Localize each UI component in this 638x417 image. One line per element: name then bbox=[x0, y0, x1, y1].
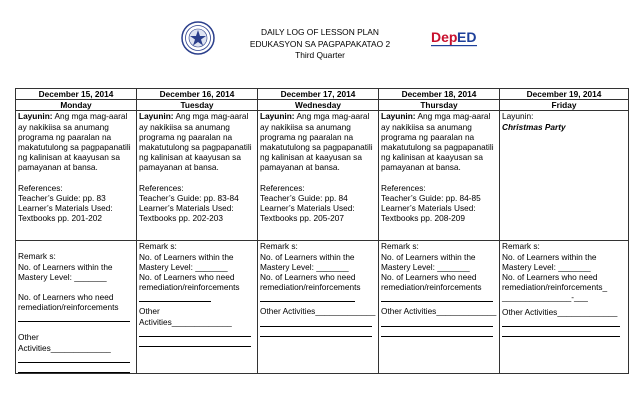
learners-materials: Learner’s Materials Used: bbox=[139, 203, 234, 214]
svg-text:Dep: Dep bbox=[431, 29, 458, 45]
date-cell: December 17, 2014 bbox=[258, 89, 379, 100]
mastery-line-2: Mastery Level: _______ bbox=[381, 261, 470, 272]
textbooks: Textbooks pp. 205-207 bbox=[260, 213, 344, 224]
remarks-cell-thursday bbox=[379, 241, 500, 374]
references-label: References: bbox=[381, 182, 426, 193]
title-line-3: Third Quarter bbox=[295, 50, 345, 60]
blank-line bbox=[502, 317, 620, 327]
deped-logo-icon bbox=[431, 27, 477, 49]
blank-line bbox=[139, 327, 251, 337]
blank-line bbox=[18, 312, 130, 322]
layunin-text: Christmas Party bbox=[502, 121, 566, 132]
references-label: References: bbox=[139, 182, 184, 193]
learners-materials: Learner’s Materials Used: bbox=[18, 203, 113, 214]
other-activities-label: Other Activities_____________ bbox=[260, 306, 376, 317]
remediation-line-2: remediation/reinforcements bbox=[381, 282, 482, 293]
other-activities-label: Other Activities_____________ bbox=[381, 306, 497, 317]
references-label: References: bbox=[18, 182, 63, 193]
title-line-2: EDUKASYON SA PAGPAPAKATAO 2 bbox=[249, 38, 391, 49]
day-cell: Thursday bbox=[379, 100, 500, 111]
remediation-line-1: No. of Learners who need bbox=[381, 272, 477, 283]
references-label: References: bbox=[260, 182, 305, 193]
textbooks: Textbooks pp. 201-202 bbox=[18, 213, 102, 224]
layunin-text: Ang mga mag-aaral ay nakikiisa sa anumang programa ng paaralan na makatutulong sa pagpapanatili ng kalinisan at kaayusan sa pamayanan at bansa. bbox=[260, 111, 373, 173]
day-cell: Monday bbox=[16, 100, 137, 111]
objectives-cell-tuesday bbox=[137, 111, 258, 241]
mastery-line-1: No. of Learners within the bbox=[381, 251, 476, 262]
remarks-cell-tuesday bbox=[137, 241, 258, 374]
svg-text:ED: ED bbox=[457, 29, 477, 45]
layunin-label: Layunin: bbox=[502, 111, 534, 122]
remediation-line-1: No. of Learners who need bbox=[502, 272, 598, 283]
date-cell: December 19, 2014 bbox=[500, 89, 629, 100]
remarks-row bbox=[16, 241, 629, 374]
blank-line bbox=[260, 327, 372, 337]
learners-materials: Learner’s Materials Used: bbox=[260, 203, 355, 214]
day-row bbox=[16, 100, 629, 111]
objectives-cell-thursday bbox=[379, 111, 500, 241]
blank-line bbox=[381, 317, 493, 327]
layunin-text: Ang mga mag-aaral ay nakikiisa sa anumang programa ng paaralan na makatutulong sa pagpapanatili ng kalinisan at kaayusan sa pamayanan at bansa. bbox=[139, 111, 252, 173]
objectives-cell-monday bbox=[16, 111, 137, 241]
other-activities-label: Other Activities_____________ bbox=[502, 306, 618, 317]
teachers-guide: Teacher’s Guide: pp. 83 bbox=[18, 192, 106, 203]
document-header bbox=[0, 0, 638, 88]
teachers-guide: Teacher’s Guide: pp. 83-84 bbox=[139, 192, 239, 203]
lesson-log-table bbox=[15, 88, 629, 374]
remediation-line-1: No. of Learners who need bbox=[18, 292, 114, 303]
remarks-label: Remark s: bbox=[502, 241, 540, 252]
activities-label: Activities_____________ bbox=[18, 342, 111, 353]
mastery-line-2: Mastery Level: _______ bbox=[260, 261, 349, 272]
remediation-line-1: No. of Learners who need bbox=[260, 272, 356, 283]
date-row bbox=[16, 89, 629, 100]
layunin-label: Layunin: bbox=[381, 111, 416, 122]
other-label: Other bbox=[18, 332, 39, 343]
activities-label: Activities_____________ bbox=[139, 316, 232, 327]
mastery-line-1: No. of Learners within the bbox=[139, 251, 234, 262]
blank-line bbox=[139, 337, 251, 347]
remarks-cell-wednesday bbox=[258, 241, 379, 374]
remarks-label: Remark s: bbox=[260, 241, 298, 252]
learners-materials: Learner’s Materials Used: bbox=[381, 203, 476, 214]
document-titles bbox=[235, 27, 405, 62]
blank-line bbox=[381, 327, 493, 337]
blank-line bbox=[18, 353, 130, 363]
blank-line bbox=[18, 363, 130, 373]
day-cell: Friday bbox=[500, 100, 629, 111]
layunin-label: Layunin: bbox=[139, 111, 174, 122]
date-cell: December 18, 2014 bbox=[379, 89, 500, 100]
blank-line bbox=[139, 292, 211, 302]
remediation-line-2: remediation/reinforcements bbox=[18, 302, 119, 313]
blank-line bbox=[260, 292, 355, 302]
layunin-label: Layunin: bbox=[18, 111, 53, 122]
objectives-cell-wednesday bbox=[258, 111, 379, 241]
remediation-line-2: remediation/reinforcements_ bbox=[502, 282, 608, 293]
remediation-line-3: _______________-___ bbox=[502, 292, 588, 303]
objectives-cell-friday bbox=[500, 111, 629, 241]
layunin-text: Ang mga mag-aaral ay nakikiisa sa anumang programa ng paaralan na makatutulong sa pagpapanatili ng kalinisan at kaayusan sa pamayanan at bansa. bbox=[381, 111, 494, 173]
date-cell: December 15, 2014 bbox=[16, 89, 137, 100]
mastery-line-2: Mastery Level: _______ bbox=[139, 261, 228, 272]
teachers-guide: Teacher’s Guide: pp. 84 bbox=[260, 192, 348, 203]
remediation-line-2: remediation/reinforcements bbox=[139, 282, 240, 293]
day-cell: Tuesday bbox=[137, 100, 258, 111]
teachers-guide: Teacher’s Guide: pp. 84-85 bbox=[381, 192, 481, 203]
mastery-line-1: No. of Learners within the bbox=[260, 251, 355, 262]
remarks-label: Remark s: bbox=[381, 241, 419, 252]
blank-line bbox=[502, 327, 620, 337]
blank-line bbox=[381, 292, 493, 302]
remarks-cell-monday bbox=[16, 241, 137, 374]
day-cell: Wednesday bbox=[258, 100, 379, 111]
remarks-label: Remark s: bbox=[139, 241, 177, 252]
objectives-row bbox=[16, 111, 629, 241]
textbooks: Textbooks pp. 208-209 bbox=[381, 213, 465, 224]
deped-seal-icon bbox=[181, 21, 215, 55]
mastery-line-2: Mastery Level: _______ bbox=[502, 261, 591, 272]
mastery-line-1: No. of Learners within the bbox=[502, 251, 597, 262]
remarks-label: Remark s: bbox=[18, 251, 56, 262]
mastery-line-1: No. of Learners within the bbox=[18, 261, 113, 272]
mastery-line-2: Mastery Level: _______ bbox=[18, 271, 107, 282]
remarks-cell-friday bbox=[500, 241, 629, 374]
other-label: Other bbox=[139, 306, 160, 317]
date-cell: December 16, 2014 bbox=[137, 89, 258, 100]
title-line-1: DAILY LOG OF LESSON PLAN bbox=[261, 27, 379, 37]
textbooks: Textbooks pp. 202-203 bbox=[139, 213, 223, 224]
remediation-line-1: No. of Learners who need bbox=[139, 272, 235, 283]
layunin-label: Layunin: bbox=[260, 111, 295, 122]
remediation-line-2: remediation/reinforcements bbox=[260, 282, 361, 293]
blank-line bbox=[260, 317, 372, 327]
layunin-text: Ang mga mag-aaral ay nakikiisa sa anumang programa ng paaralan na makatutulong sa pagpapanatili ng kalinisan at kaayusan sa pamayanan at bansa. bbox=[18, 111, 131, 173]
